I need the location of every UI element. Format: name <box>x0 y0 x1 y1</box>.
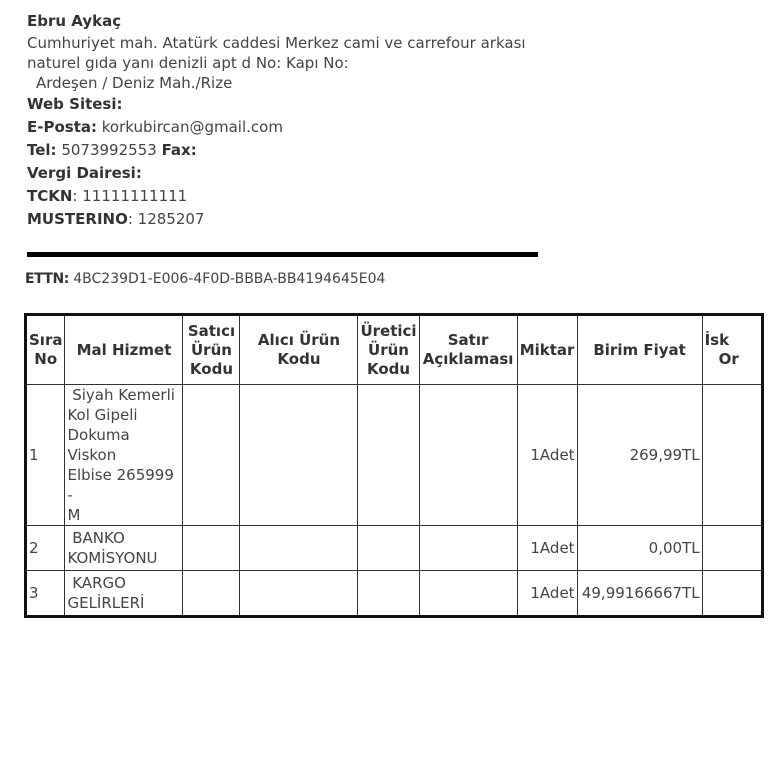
header-satir-aciklamasi: Satır Açıklaması <box>419 315 517 385</box>
row-no: 3 <box>26 571 65 617</box>
row-iskonto <box>702 526 762 571</box>
tax-office-row <box>27 162 547 185</box>
row-alici-kodu <box>240 526 358 571</box>
seller-info <box>27 10 547 231</box>
table-row <box>26 526 763 571</box>
address-line-3: Ardeşen / Deniz Mah./Rize <box>36 74 233 92</box>
row-satir-aciklama <box>419 571 517 617</box>
header-birim-fiyat: Birim Fiyat <box>577 315 702 385</box>
row-iskonto <box>702 571 762 617</box>
email-row <box>27 116 547 139</box>
address-line-2: naturel gıda yanı denizli apt d No: Kapı No: <box>27 54 349 72</box>
seller-address <box>27 33 547 93</box>
customer-no-label: MUSTERINO <box>27 210 128 228</box>
row-alici-kodu <box>240 385 358 526</box>
ettn-row <box>25 271 385 287</box>
header-sira-no: Sıra No <box>26 315 65 385</box>
tax-office-label: Vergi Dairesi: <box>27 164 142 182</box>
customer-no-row <box>27 208 547 231</box>
row-no: 2 <box>26 526 65 571</box>
row-mal-hizmet: Siyah Kemerli Kol Gipeli Dokuma Viskon Elbise 265999 - M <box>65 385 183 526</box>
row-mal-hizmet: KARGO GELİRLERİ <box>65 571 183 617</box>
row-miktar: 1Adet <box>517 526 577 571</box>
row-satici-kodu <box>183 571 240 617</box>
table-header-row <box>26 315 763 385</box>
fax-label: Fax: <box>161 141 197 159</box>
row-satir-aciklama <box>419 385 517 526</box>
header-alici-urun-kodu: Alıcı Ürün Kodu <box>240 315 358 385</box>
ettn-value: 4BC239D1-E006-4F0D-BBBA-BB4194645E04 <box>73 271 386 287</box>
row-no: 1 <box>26 385 65 526</box>
table-row <box>26 385 763 526</box>
tckn-row <box>27 185 547 208</box>
row-satir-aciklama <box>419 526 517 571</box>
tckn-label: TCKN <box>27 187 73 205</box>
email-value: korkubircan@gmail.com <box>101 118 283 136</box>
tckn-value: : 11111111111 <box>72 187 188 205</box>
row-satici-kodu <box>183 526 240 571</box>
email-label: E-Posta: <box>27 118 97 136</box>
address-line-1: Cumhuriyet mah. Atatürk caddesi Merkez cami ve carrefour arkası <box>27 34 526 52</box>
row-miktar: 1Adet <box>517 385 577 526</box>
seller-name: Ebru Aykaç <box>27 12 122 30</box>
header-satici-urun-kodu: Satıcı Ürün Kodu <box>183 315 240 385</box>
customer-no-value: : 1285207 <box>127 210 205 228</box>
divider-rule <box>27 252 538 257</box>
header-mal-hizmet: Mal Hizmet <box>65 315 183 385</box>
tel-value: 5073992553 <box>61 141 157 159</box>
row-satici-kodu <box>183 385 240 526</box>
tel-row <box>27 139 547 162</box>
row-birim-fiyat: 49,99166667TL <box>577 571 702 617</box>
header-iskonto: İsk Or <box>702 315 762 385</box>
row-birim-fiyat: 269,99TL <box>577 385 702 526</box>
web-label: Web Sitesi: <box>27 95 123 113</box>
row-iskonto <box>702 385 762 526</box>
ettn-label: ETTN: <box>25 271 69 287</box>
row-mal-hizmet: BANKO KOMİSYONU <box>65 526 183 571</box>
header-uretici-urun-kodu: Üretici Ürün Kodu <box>358 315 419 385</box>
row-birim-fiyat: 0,00TL <box>577 526 702 571</box>
row-uretici-kodu <box>358 526 419 571</box>
row-alici-kodu <box>240 571 358 617</box>
invoice-items-table <box>24 313 764 618</box>
row-uretici-kodu <box>358 385 419 526</box>
tel-label: Tel: <box>27 141 57 159</box>
row-uretici-kodu <box>358 571 419 617</box>
header-miktar: Miktar <box>517 315 577 385</box>
web-row <box>27 93 547 116</box>
row-miktar: 1Adet <box>517 571 577 617</box>
table-row <box>26 571 763 617</box>
